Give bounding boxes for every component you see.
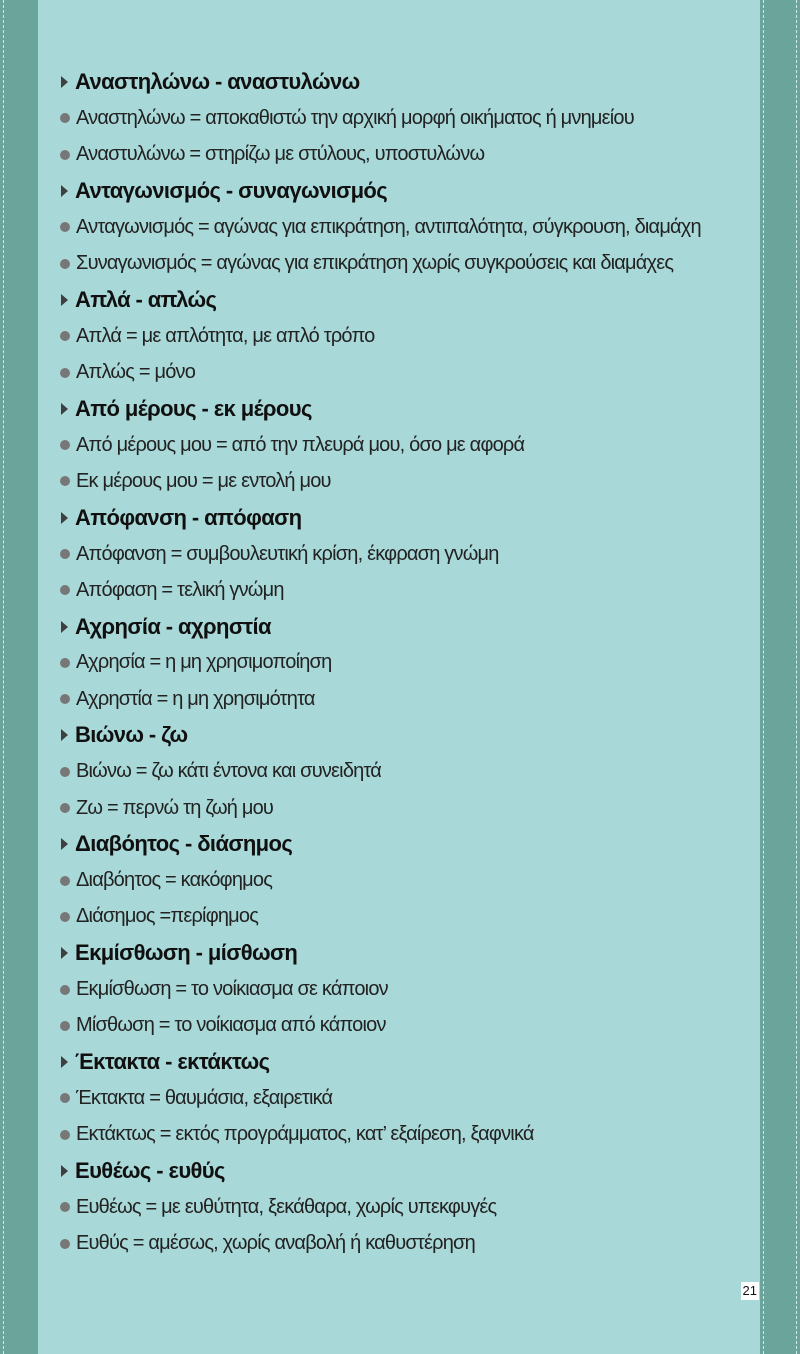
entry-definition bbox=[60, 318, 750, 354]
entry-definition bbox=[60, 427, 750, 463]
entry-definition bbox=[60, 572, 750, 608]
entry-definition-text: Ζω = περνώ τη ζωή μου bbox=[76, 796, 274, 819]
entry-definition-text: Ανταγωνισμός = αγώνας για επικράτηση, αντιπαλότητα, σύγκρουση, διαμάχη bbox=[76, 215, 701, 238]
triangle-right-icon bbox=[61, 76, 68, 88]
entry-definition bbox=[60, 463, 750, 499]
entry-definition-text: Απόφαση = τελική γνώμη bbox=[76, 578, 284, 601]
circle-bullet-icon bbox=[60, 658, 70, 668]
word-pair-list bbox=[60, 64, 750, 1262]
entry-definition bbox=[60, 899, 750, 935]
entry-heading bbox=[60, 717, 750, 753]
circle-bullet-icon bbox=[60, 259, 70, 269]
entry-definition bbox=[60, 137, 750, 173]
circle-bullet-icon bbox=[60, 803, 70, 813]
entry-heading-text: Αναστηλώνω - αναστυλώνω bbox=[75, 69, 360, 95]
circle-bullet-icon bbox=[60, 1093, 70, 1103]
circle-bullet-icon bbox=[60, 331, 70, 341]
entry-definition bbox=[60, 754, 750, 790]
circle-bullet-icon bbox=[60, 1130, 70, 1140]
entry-definition-text: Μίσθωση = το νοίκιασμα από κάποιον bbox=[76, 1014, 386, 1037]
entry-heading bbox=[60, 1044, 750, 1080]
circle-bullet-icon bbox=[60, 476, 70, 486]
circle-bullet-icon bbox=[60, 549, 70, 559]
triangle-right-icon bbox=[61, 729, 68, 741]
circle-bullet-icon bbox=[60, 113, 70, 123]
entry-definition-text: Απλά = με απλότητα, με απλό τρόπο bbox=[76, 324, 375, 347]
entry-definition bbox=[60, 790, 750, 826]
entry-definition bbox=[60, 209, 750, 245]
entry-definition-text: Διάσημος =περίφημος bbox=[76, 905, 259, 928]
entry-definition-text: Αχρησία = η μη χρησιμοποίηση bbox=[76, 651, 332, 674]
entry-definition-text: Αχρηστία = η μη χρησιμότητα bbox=[76, 687, 315, 710]
entry-definition bbox=[60, 354, 750, 390]
entry-heading bbox=[60, 282, 750, 318]
entry-definition bbox=[60, 1117, 750, 1153]
circle-bullet-icon bbox=[60, 585, 70, 595]
right-border-strip bbox=[760, 0, 800, 1354]
entry-definition-text: Ευθύς = αμέσως, χωρίς αναβολή ή καθυστέρηση bbox=[76, 1232, 475, 1255]
entry-heading bbox=[60, 64, 750, 100]
entry-definition bbox=[60, 971, 750, 1007]
entry-definition-text: Εκ μέρους μου = με εντολή μου bbox=[76, 469, 331, 492]
entry-definition bbox=[60, 1008, 750, 1044]
entry-heading bbox=[60, 826, 750, 862]
circle-bullet-icon bbox=[60, 694, 70, 704]
triangle-right-icon bbox=[61, 512, 68, 524]
entry-definition-text: Αναστηλώνω = αποκαθιστώ την αρχική μορφή οικήματος ή μνημείου bbox=[76, 106, 634, 129]
circle-bullet-icon bbox=[60, 150, 70, 160]
entry-definition bbox=[60, 863, 750, 899]
entry-definition-text: Απλώς = μόνο bbox=[76, 361, 196, 384]
entry-definition bbox=[60, 100, 750, 136]
entry-heading-text: Αχρησία - αχρηστία bbox=[75, 613, 271, 639]
entry-definition-text: Ευθέως = με ευθύτητα, ξεκάθαρα, χωρίς υπεκφυγές bbox=[76, 1195, 497, 1218]
triangle-right-icon bbox=[61, 947, 68, 959]
circle-bullet-icon bbox=[60, 767, 70, 777]
entry-heading bbox=[60, 608, 750, 644]
triangle-right-icon bbox=[61, 1165, 68, 1177]
entry-definition bbox=[60, 645, 750, 681]
entry-definition-text: Έκτακτα = θαυμάσια, εξαιρετικά bbox=[76, 1086, 333, 1109]
entry-definition bbox=[60, 1226, 750, 1262]
circle-bullet-icon bbox=[60, 368, 70, 378]
entry-heading-text: Διαβόητος - διάσημος bbox=[75, 831, 293, 857]
triangle-right-icon bbox=[61, 621, 68, 633]
entry-definition-text: Αναστυλώνω = στηρίζω με στύλους, υποστυλώνω bbox=[76, 143, 485, 166]
entry-heading-text: Απλά - απλώς bbox=[75, 286, 217, 312]
entry-heading-text: Έκτακτα - εκτάκτως bbox=[75, 1049, 270, 1075]
triangle-right-icon bbox=[61, 838, 68, 850]
entry-definition bbox=[60, 245, 750, 281]
entry-definition bbox=[60, 1080, 750, 1116]
entry-definition bbox=[60, 681, 750, 717]
entry-heading-text: Βιώνω - ζω bbox=[75, 722, 188, 748]
entry-definition-text: Συναγωνισμός = αγώνας για επικράτηση χωρίς συγκρούσεις και διαμάχες bbox=[76, 252, 674, 275]
left-border-strip bbox=[0, 0, 39, 1354]
entry-definition bbox=[60, 536, 750, 572]
circle-bullet-icon bbox=[60, 912, 70, 922]
content-panel bbox=[38, 0, 760, 1354]
circle-bullet-icon bbox=[60, 985, 70, 995]
entry-definition-text: Διαβόητος = κακόφημος bbox=[76, 869, 273, 892]
circle-bullet-icon bbox=[60, 1021, 70, 1031]
entry-heading bbox=[60, 173, 750, 209]
entry-heading-text: Εκμίσθωση - μίσθωση bbox=[75, 940, 298, 966]
entry-heading bbox=[60, 1153, 750, 1189]
entry-heading-text: Από μέρους - εκ μέρους bbox=[75, 395, 312, 421]
entry-heading bbox=[60, 500, 750, 536]
triangle-right-icon bbox=[61, 403, 68, 415]
entry-definition-text: Βιώνω = ζω κάτι έντονα και συνειδητά bbox=[76, 760, 382, 783]
entry-definition-text: Από μέρους μου = από την πλευρά μου, όσο με αφορά bbox=[76, 433, 525, 456]
entry-definition-text: Εκμίσθωση = το νοίκιασμα σε κάποιον bbox=[76, 978, 388, 1001]
circle-bullet-icon bbox=[60, 222, 70, 232]
circle-bullet-icon bbox=[60, 1202, 70, 1212]
circle-bullet-icon bbox=[60, 440, 70, 450]
entry-heading bbox=[60, 391, 750, 427]
page-number: 21 bbox=[742, 1283, 757, 1298]
entry-heading-text: Ευθέως - ευθύς bbox=[75, 1158, 225, 1184]
entry-definition-text: Απόφανση = συμβουλευτική κρίση, έκφραση γνώμη bbox=[76, 542, 499, 565]
entry-definition bbox=[60, 1189, 750, 1225]
circle-bullet-icon bbox=[60, 876, 70, 886]
entry-heading bbox=[60, 935, 750, 971]
triangle-right-icon bbox=[61, 185, 68, 197]
entry-heading-text: Απόφανση - απόφαση bbox=[75, 504, 302, 530]
entry-heading-text: Ανταγωνισμός - συναγωνισμός bbox=[75, 178, 388, 204]
triangle-right-icon bbox=[61, 1056, 68, 1068]
entry-definition-text: Εκτάκτως = εκτός προγράμματος, κατ’ εξαίρεση, ξαφνικά bbox=[76, 1123, 534, 1146]
triangle-right-icon bbox=[61, 294, 68, 306]
circle-bullet-icon bbox=[60, 1239, 70, 1249]
